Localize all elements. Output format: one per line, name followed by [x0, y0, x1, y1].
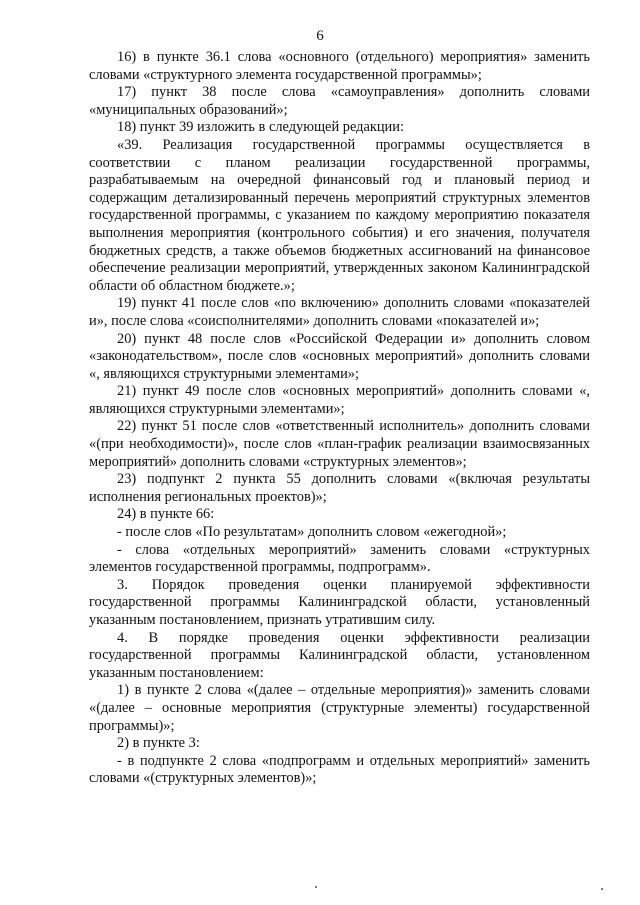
scan-speck: [601, 888, 603, 890]
scan-speck: [315, 886, 317, 888]
paragraph-19: 19) пункт 41 после слов «по включению» дополнить словами «показателей и», после слова «соисполнителями» дополнить словами «показателей и»;: [89, 295, 590, 329]
paragraph-23: 23) подпункт 2 пункта 55 дополнить словами «(включая результаты исполнения региональных проектов)»;: [89, 471, 590, 505]
paragraph-18: 18) пункт 39 изложить в следующей редакции:: [117, 119, 404, 136]
paragraph-section-4-item-2-sub: - в подпункте 2 слова «подпрограмм и отдельных мероприятий» заменить словами «(структурных элементов)»;: [89, 752, 590, 787]
document-body: [89, 49, 590, 788]
paragraph-24-item-2: - слова «отдельных мероприятий» заменить словами «структурных элементов государственной программы, подпрограмм».: [89, 541, 590, 576]
paragraph-20: 20) пункт 48 после слов «Российской Федерации и» дополнить словом «законодательством», после слов «основных мероприятий» дополнить словами «, являющихся структурными элементами»;: [89, 330, 590, 382]
paragraph-17: 17) пункт 38 после слова «самоуправления» дополнить словами «муниципальных образований»;: [89, 84, 590, 118]
paragraph-section-3: 3. Порядок проведения оценки планируемой эффективности государственной программы Калининградской области, установленный указанным постановлением, признать утратившим силу.: [89, 576, 590, 628]
paragraph-21: 21) пункт 49 после слов «основных мероприятий» дополнить словами «, являющихся структурными элементами»;: [89, 383, 590, 417]
paragraph-section-4: 4. В порядке проведения оценки эффективности реализации государственной программы Калининградской области, установленном указанным постановлением:: [89, 629, 590, 681]
paragraph-22: 22) пункт 51 после слов «ответственный исполнитель» дополнить словами «(при необходимости)», после слов «план-график реализации взаимосвязанных мероприятий» дополнить словами «структурных элементов»;: [89, 418, 590, 470]
paragraph-24-item-1: - после слов «По результатам» дополнить словом «ежегодной»;: [117, 524, 507, 541]
paragraph-section-4-item-1: 1) в пункте 2 слова «(далее – отдельные мероприятия)» заменить словами «(далее – основные мероприятия (структурные элементы) государственной программы)»;: [89, 682, 590, 734]
paragraph-24: 24) в пункте 66:: [117, 506, 215, 523]
page-number: 6: [316, 28, 324, 44]
paragraph-16: 16) в пункте 36.1 слова «основного (отдельного) мероприятия» заменить словами «структурного элемента государственной программы»;: [89, 49, 590, 83]
paragraph-section-4-item-2: 2) в пункте 3:: [117, 735, 200, 752]
paragraph-39-text: «39. Реализация государственной программы осуществляется в соответствии с планом реализации государственной программы, разрабатываемым на очередной финансовый год и плановый период и содержащим детализированный перечень мероприятий структурных элементов государственной программы, с указанием по каждому мероприятию показателя выполнения мероприятия (контрольного события) и его значения, получателя бюджетных средств, а также объемов бюджетных ассигнований на финансовое обеспечение реализации мероприятий, утвержденных законом Калининградской области об областном бюджете.»;: [89, 136, 590, 294]
